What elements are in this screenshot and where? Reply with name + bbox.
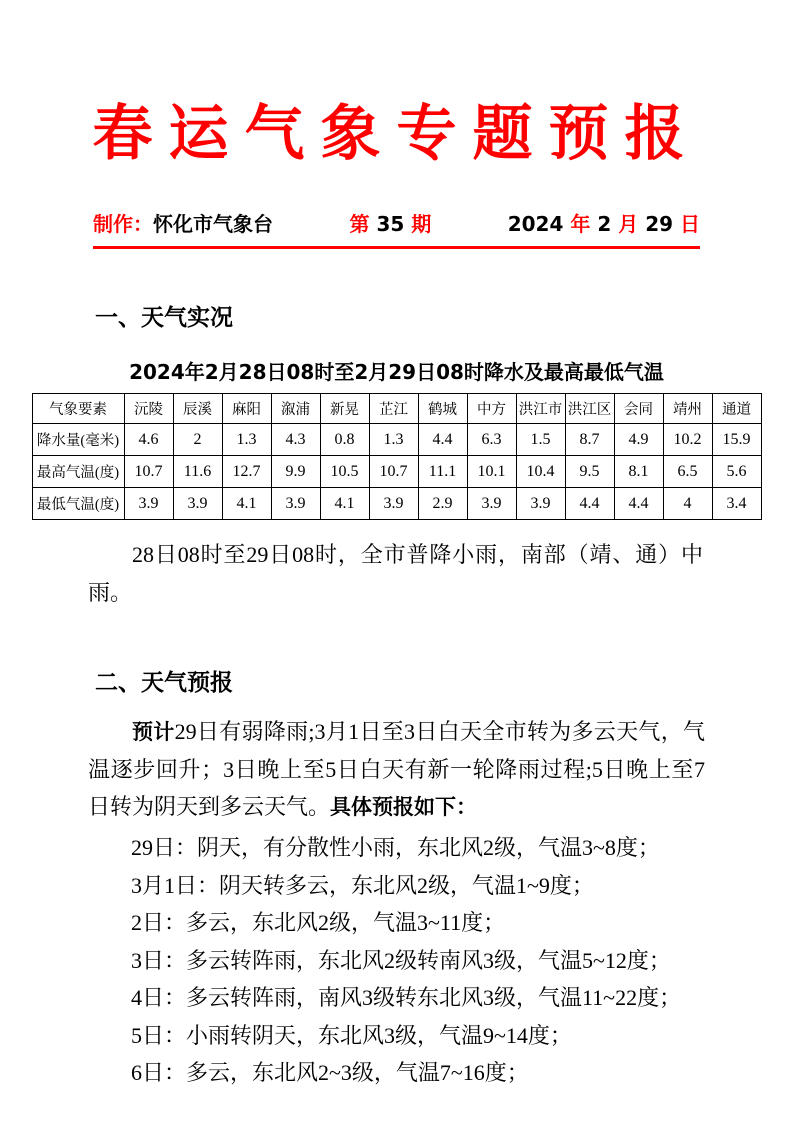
- date-month-unit: 月: [618, 212, 639, 236]
- table-cell: 2: [173, 424, 222, 456]
- table-cell: 1.3: [369, 424, 418, 456]
- forecast-line: 5日：小雨转阴天，东北风3级，气温9~14度；: [131, 1022, 572, 1048]
- table-cell: 3.9: [516, 488, 565, 520]
- column-header: 洪江区: [565, 394, 614, 424]
- table-cell: 3.9: [124, 488, 173, 520]
- table-cell: 4.4: [565, 488, 614, 520]
- table-cell: 5.6: [712, 456, 761, 488]
- issue-number: 35: [376, 212, 405, 236]
- table-cell: 0.8: [320, 424, 369, 456]
- table-cell: 10.2: [663, 424, 712, 456]
- table-cell: 1.3: [222, 424, 271, 456]
- column-header: 沅陵: [124, 394, 173, 424]
- table-cell: 3.4: [712, 488, 761, 520]
- table-cell: 4.6: [124, 424, 173, 456]
- column-header: 鹤城: [418, 394, 467, 424]
- date-day: 29: [645, 212, 674, 236]
- column-header: 辰溪: [173, 394, 222, 424]
- row-label: 最低气温(度): [32, 488, 124, 520]
- table-cell: 10.5: [320, 456, 369, 488]
- table-cell: 4.4: [614, 488, 663, 520]
- table-cell: 6.3: [467, 424, 516, 456]
- table-cell: 4.4: [418, 424, 467, 456]
- date-day-unit: 日: [680, 212, 700, 236]
- forecast-line: 3日：多云转阵雨，东北风2级转南风3级，气温5~12度；: [131, 947, 671, 973]
- column-header: 气象要素: [32, 394, 124, 424]
- masthead: [93, 208, 700, 249]
- forecast-line: 4日：多云转阵雨，南风3级转东北风3级，气温11~22度；: [131, 985, 682, 1010]
- table-header-row: [32, 394, 761, 424]
- table-cell: 4.3: [271, 424, 320, 456]
- row-label: 降水量(毫米): [32, 424, 124, 456]
- column-header: 洪江市: [516, 394, 565, 424]
- column-header: 溆浦: [271, 394, 320, 424]
- table-cell: 15.9: [712, 424, 761, 456]
- weather-summary: 28日08时至29日08时，全市普降小雨，南部（靖、通）中雨。: [88, 542, 703, 605]
- table-cell: 6.5: [663, 456, 712, 488]
- section1-heading: 一、天气实况: [95, 305, 233, 331]
- date-year: 2024: [507, 212, 564, 236]
- forecast-intro-tail: 具体预报如下：: [330, 795, 478, 819]
- document-title: 春运气象专题预报: [92, 99, 701, 169]
- table-title: 2024年2月28日08时至2月29日08时降水及最高最低气温: [129, 360, 664, 384]
- table-cell: 4: [663, 488, 712, 520]
- producer-segment: [93, 208, 273, 237]
- issue-prefix: 第: [349, 212, 370, 236]
- column-header: 通道: [712, 394, 761, 424]
- table-body: [32, 424, 761, 520]
- table-cell: 10.1: [467, 456, 516, 488]
- table-cell: 2.9: [418, 488, 467, 520]
- column-header: 中方: [467, 394, 516, 424]
- table-cell: 1.5: [516, 424, 565, 456]
- table-cell: 11.1: [418, 456, 467, 488]
- table-cell: 4.1: [320, 488, 369, 520]
- forecast-intro-body: 29日有弱降雨;3月1日至3日白天全市转为多云天气，气温逐步回升；3日晚上至5日白天有新一轮降雨过程;5日晚上至7日转为阴天到多云天气。: [88, 719, 705, 819]
- table-cell: 11.6: [173, 456, 222, 488]
- row-label: 最高气温(度): [32, 456, 124, 488]
- table-cell: 9.9: [271, 456, 320, 488]
- table-cell: 3.9: [467, 488, 516, 520]
- forecast-intro: [88, 713, 705, 826]
- table-cell: 10.7: [124, 456, 173, 488]
- table-cell: 10.7: [369, 456, 418, 488]
- table-cell: 8.7: [565, 424, 614, 456]
- table-cell: 4.9: [614, 424, 663, 456]
- table-cell: 3.9: [271, 488, 320, 520]
- issue-segment: [349, 208, 431, 237]
- column-header: 靖州: [663, 394, 712, 424]
- producer-label: 制作：: [93, 212, 153, 236]
- column-header: 麻阳: [222, 394, 271, 424]
- column-header: 芷江: [369, 394, 418, 424]
- date-segment: [508, 208, 700, 237]
- section2-heading: 二、天气预报: [95, 670, 233, 696]
- forecast-line: 29日：阴天，有分散性小雨，东北风2级，气温3~8度；: [131, 835, 660, 860]
- table-cell: 8.1: [614, 456, 663, 488]
- table-cell: 4.1: [222, 488, 271, 520]
- table-row: [32, 488, 761, 520]
- table-row: [32, 456, 761, 488]
- date-month: 2: [597, 212, 612, 236]
- forecast-line: 6日：多云，东北风2~3级，气温7~16度；: [131, 1060, 529, 1085]
- forecast-line: 3月1日：阴天转多云，东北风2级，气温1~9度；: [131, 872, 594, 898]
- producer-name: 怀化市气象台: [153, 212, 273, 236]
- table-cell: 3.9: [173, 488, 222, 520]
- table-cell: 10.4: [516, 456, 565, 488]
- issue-suffix: 期: [411, 212, 432, 236]
- forecast-line: 2日：多云，东北风2级，气温3~11度；: [131, 910, 506, 935]
- forecast-intro-lead: 预计: [132, 720, 175, 744]
- table-cell: 3.9: [369, 488, 418, 520]
- forecast-list: [131, 829, 763, 1092]
- weather-table: [32, 393, 762, 520]
- table-cell: 9.5: [565, 456, 614, 488]
- table-row: [32, 424, 761, 456]
- date-year-unit: 年: [570, 212, 591, 236]
- column-header: 会同: [614, 394, 663, 424]
- table-cell: 12.7: [222, 456, 271, 488]
- column-header: 新晃: [320, 394, 369, 424]
